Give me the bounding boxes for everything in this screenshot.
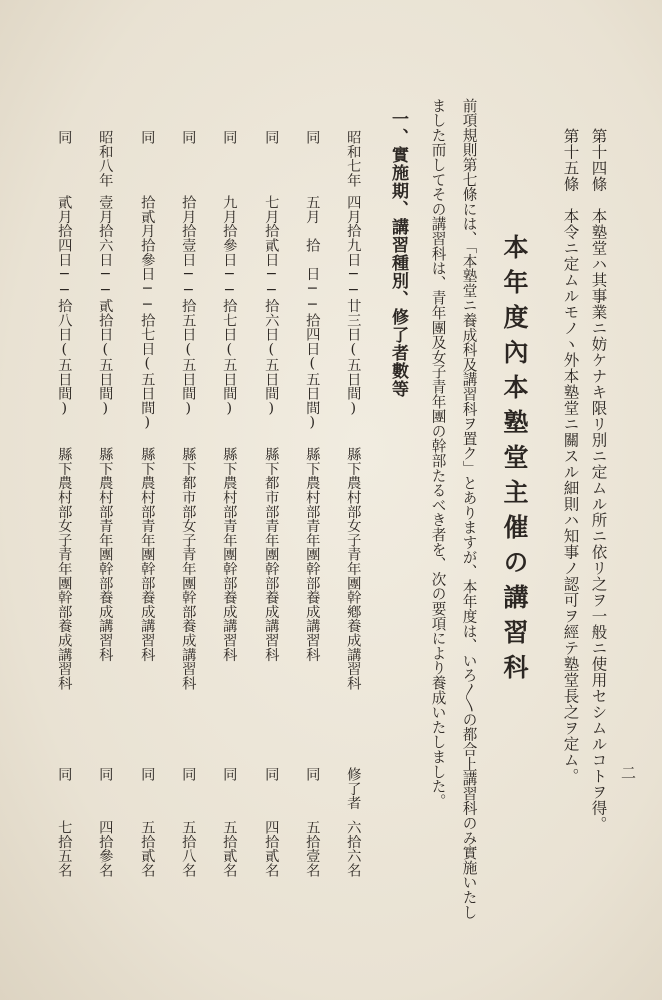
row-prefix: 同 bbox=[221, 130, 238, 145]
row-label: 修了者 bbox=[345, 767, 362, 810]
row-dates: 五月 拾 日──拾四日(五日間) bbox=[304, 195, 321, 431]
article-15: 第十五條 本令ニ定ムルモノヽ外本塾堂ニ關スル細則ハ知事ノ認可ヲ經テ塾堂長之ヲ定ム。 bbox=[561, 128, 580, 784]
row-prefix: 昭和八年 bbox=[97, 130, 114, 188]
page-title: 本年度內本塾堂主催の講習科 bbox=[500, 234, 529, 689]
row-course: 縣下農村部青年團幹部養成講習科 bbox=[97, 447, 114, 662]
row-prefix: 同 bbox=[180, 130, 197, 145]
row-label: 同 bbox=[180, 767, 197, 782]
row-dates: 九月拾參日──拾七日(五日間) bbox=[221, 195, 238, 417]
row-dates: 七月拾貳日──拾六日(五日間) bbox=[263, 195, 280, 417]
row-count: 四拾參名 bbox=[97, 820, 114, 878]
row-label: 同 bbox=[263, 767, 280, 782]
row-prefix: 同 bbox=[139, 130, 156, 145]
intro-line-1: 前項規則第七條には、「本塾堂ニ養成科及講習科ヲ置ク」とありますが、本年度は、いろ〳〵の都合上講習科のみ實施いたし bbox=[460, 98, 478, 920]
row-course: 縣下都市部女子青年團幹部養成講習科 bbox=[180, 447, 197, 691]
row-label: 同 bbox=[221, 767, 238, 782]
row-dates: 貳月拾四日──拾八日(五日間) bbox=[56, 195, 73, 417]
row-label: 同 bbox=[97, 767, 114, 782]
row-course: 縣下農村部青年團幹部養成講習科 bbox=[221, 447, 238, 662]
row-count: 七拾五名 bbox=[56, 820, 73, 878]
row-course: 縣下農村部女子青年團幹鄕養成講習科 bbox=[345, 447, 362, 691]
row-course: 縣下農村部青年團幹部養成講習科 bbox=[304, 447, 321, 662]
intro-line-2: ました而してその講習科は、青年團及女子青年團の幹部たるべき者を、次の要項により養成いたしました。 bbox=[429, 98, 447, 809]
row-course: 縣下農村部青年團幹部養成講習科 bbox=[139, 447, 156, 662]
row-dates: 拾月拾壹日──拾五日(五日間) bbox=[180, 195, 197, 417]
row-count: 五拾八名 bbox=[180, 820, 197, 878]
section-heading: 一、實施期、講習種別、修了者數等 bbox=[388, 110, 408, 398]
row-count: 五拾貳名 bbox=[221, 820, 238, 878]
row-count: 五拾壹名 bbox=[304, 820, 321, 878]
row-dates: 拾貳月拾參日──拾七日(五日間) bbox=[139, 195, 156, 431]
row-prefix: 同 bbox=[263, 130, 280, 145]
row-dates: 四月拾九日──廿三日(五日間) bbox=[345, 195, 362, 417]
row-course: 縣下農村部女子青年團幹部養成講習科 bbox=[56, 447, 73, 691]
row-label: 同 bbox=[304, 767, 321, 782]
row-count: 六拾六名 bbox=[345, 820, 362, 878]
row-prefix: 昭和七年 bbox=[345, 130, 362, 188]
row-course: 縣下都市部青年團幹部養成講習科 bbox=[263, 447, 280, 662]
page-number: 二 bbox=[619, 765, 637, 780]
row-count: 四拾貳名 bbox=[263, 820, 280, 878]
row-label: 同 bbox=[56, 767, 73, 782]
row-label: 同 bbox=[139, 767, 156, 782]
row-dates: 壹月拾六日──貳拾日(五日間) bbox=[97, 195, 114, 417]
row-prefix: 同 bbox=[56, 130, 73, 145]
row-prefix: 同 bbox=[304, 130, 321, 145]
article-14: 第十四條 本塾堂ハ其事業ニ妨ケナキ限リ別ニ定ムル所ニ依リ之ヲ一般ニ使用セシムルコトヲ得。 bbox=[589, 128, 608, 832]
row-count: 五拾貳名 bbox=[139, 820, 156, 878]
